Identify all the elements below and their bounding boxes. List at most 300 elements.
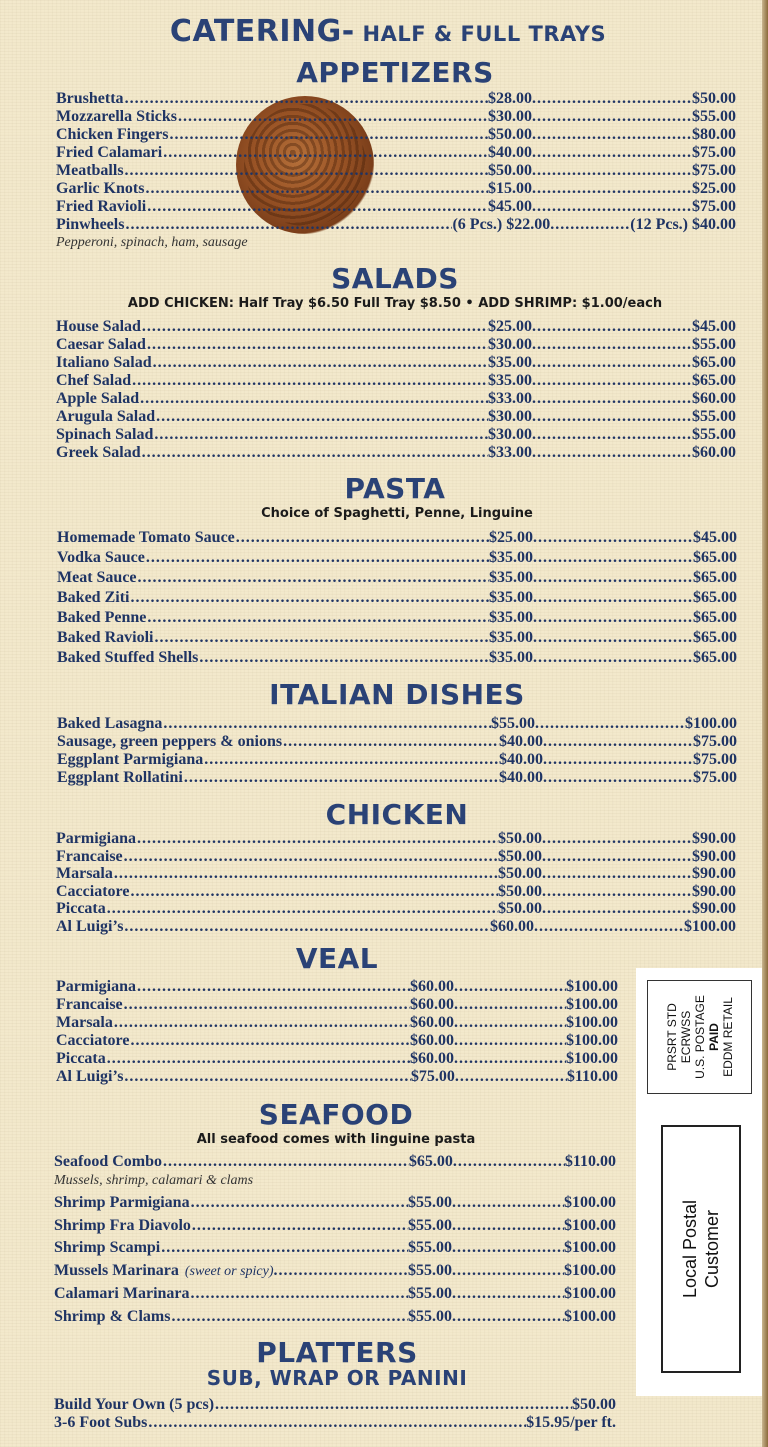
dot-leader xyxy=(124,1068,410,1086)
half-price: $50.00 xyxy=(488,162,532,179)
dot-leader xyxy=(542,883,692,901)
item-name: Greek Salad xyxy=(56,444,141,461)
half-price: $35.00 xyxy=(489,649,533,666)
half-price: $40.00 xyxy=(488,144,532,161)
dot-leader xyxy=(533,588,693,608)
dot-leader xyxy=(532,372,692,390)
pasta-choice-note: Choice of Spaghetti, Penne, Linguine xyxy=(261,506,533,521)
salads-list xyxy=(56,318,736,462)
full-price: $60.00 xyxy=(692,390,736,407)
catering-title-small: HALF & FULL TRAYS xyxy=(354,22,607,46)
full-price: (12 Pcs.) $40.00 xyxy=(630,216,736,233)
permit-line: PAID xyxy=(706,1023,721,1051)
half-price: $30.00 xyxy=(488,336,532,353)
full-price: $100.00 xyxy=(566,996,618,1013)
dot-leader xyxy=(532,408,692,426)
dot-leader xyxy=(132,372,488,390)
full-price: $65.00 xyxy=(693,549,737,566)
item-name: Baked Ravioli xyxy=(57,629,154,646)
half-price: $40.00 xyxy=(499,769,543,786)
item-note: (sweet or spicy) xyxy=(184,1263,274,1279)
full-price: $75.00 xyxy=(692,144,736,161)
half-price: $35.00 xyxy=(489,589,533,606)
menu-row xyxy=(56,336,736,354)
dot-leader xyxy=(452,1215,564,1238)
dot-leader xyxy=(184,769,499,787)
dot-leader xyxy=(147,198,488,216)
dot-leader xyxy=(532,162,692,180)
dot-leader xyxy=(114,1014,410,1032)
full-price: $100.00 xyxy=(564,1194,616,1211)
item-name: Garlic Knots xyxy=(56,180,145,197)
postage-permit-box xyxy=(647,980,752,1094)
dot-leader xyxy=(156,408,488,426)
dot-leader xyxy=(169,126,488,144)
address-box xyxy=(661,1125,741,1373)
postal-indicia-panel xyxy=(636,968,766,1396)
menu-row xyxy=(56,865,736,883)
dot-leader xyxy=(533,548,693,568)
menu-row xyxy=(54,1414,616,1432)
half-price: $60.00 xyxy=(490,917,534,935)
dot-leader xyxy=(454,1032,566,1050)
dot-leader xyxy=(454,1050,566,1068)
half-price: $55.00 xyxy=(408,1194,452,1211)
menu-row xyxy=(57,715,737,733)
italian-dishes-list xyxy=(57,715,737,787)
menu-row xyxy=(56,90,736,108)
dot-leader xyxy=(114,865,498,883)
item-name: Fried Ravioli xyxy=(56,198,147,215)
dot-leader xyxy=(455,1068,567,1086)
item-name: Arugula Salad xyxy=(56,408,156,425)
dot-leader xyxy=(137,830,498,848)
half-price: $50.00 xyxy=(498,882,542,900)
half-price: $60.00 xyxy=(410,978,454,995)
item-name: Piccata xyxy=(56,900,106,918)
item-name: Shrimp & Clams xyxy=(54,1307,171,1325)
menu-row xyxy=(54,1260,616,1284)
dot-leader xyxy=(532,444,692,462)
dot-leader xyxy=(543,769,693,787)
item-name: Eggplant Rollatini xyxy=(57,769,183,786)
dot-leader xyxy=(124,918,490,936)
dot-leader xyxy=(171,1306,408,1329)
menu-row xyxy=(56,108,736,126)
dot-leader xyxy=(543,751,693,769)
menu-row xyxy=(56,883,736,901)
menu-row xyxy=(54,1283,616,1306)
dot-leader xyxy=(452,1260,564,1283)
dot-leader xyxy=(283,733,499,751)
menu-row xyxy=(56,978,618,996)
half-price: $35.00 xyxy=(489,549,533,566)
full-price: $65.00 xyxy=(693,649,737,666)
dot-leader xyxy=(532,126,692,144)
menu-row xyxy=(56,1068,618,1086)
item-name: Al Luigi’s xyxy=(56,1068,124,1085)
full-price: $75.00 xyxy=(693,733,737,750)
catering-title xyxy=(0,14,768,49)
platters-subheading: SUB, WRAP OR PANINI xyxy=(206,1366,468,1390)
half-price: $30.00 xyxy=(488,408,532,425)
half-price: $15.00 xyxy=(488,180,532,197)
address-text xyxy=(679,1200,723,1298)
full-price: $75.00 xyxy=(693,751,737,768)
seafood-list xyxy=(54,1152,616,1328)
full-price: $80.00 xyxy=(692,126,736,143)
postage-permit-text xyxy=(665,995,735,1079)
dot-leader xyxy=(107,1050,410,1068)
menu-row xyxy=(56,318,736,336)
full-price: $45.00 xyxy=(693,529,737,546)
dot-leader xyxy=(124,996,410,1014)
menu-row xyxy=(54,1192,616,1215)
half-price: $50.00 xyxy=(498,900,542,918)
full-price: $75.00 xyxy=(693,769,737,786)
menu-row xyxy=(56,848,736,866)
menu-row xyxy=(56,1050,618,1068)
full-price: $65.00 xyxy=(693,589,737,606)
dot-leader xyxy=(542,830,692,848)
item-name: Brushetta xyxy=(56,90,124,107)
dot-leader xyxy=(533,608,693,628)
item-name: Baked Stuffed Shells xyxy=(57,649,199,666)
half-price: $65.00 xyxy=(408,1153,453,1170)
platters-list xyxy=(54,1396,616,1432)
menu-row xyxy=(56,1014,618,1032)
full-price: $55.00 xyxy=(692,426,736,443)
full-price: $65.00 xyxy=(692,372,736,389)
item-name: Al Luigi’s xyxy=(56,917,124,935)
half-price: $28.00 xyxy=(488,90,532,107)
half-price: $35.00 xyxy=(489,629,533,646)
dot-leader xyxy=(125,162,488,180)
dot-leader xyxy=(192,1215,408,1238)
dot-leader xyxy=(452,1237,564,1260)
item-name: Fried Calamari xyxy=(56,144,163,161)
dot-leader xyxy=(454,996,566,1014)
address-line: Customer xyxy=(702,1209,722,1289)
full-price: $55.00 xyxy=(692,408,736,425)
item-name: Meatballs xyxy=(56,162,124,179)
address-line: Local Postal xyxy=(680,1199,700,1299)
dot-leader xyxy=(534,918,684,936)
dot-leader xyxy=(161,1237,408,1260)
full-price: $65.00 xyxy=(693,629,737,646)
dot-leader xyxy=(142,444,488,462)
dot-leader xyxy=(452,1306,564,1329)
permit-line: EDDM RETAIL xyxy=(720,997,735,1077)
dot-leader xyxy=(453,1152,565,1172)
half-price: $55.00 xyxy=(408,1261,452,1279)
item-name: Sausage, green peppers & onions xyxy=(57,733,283,750)
dot-leader xyxy=(452,1192,564,1215)
item-name: 3-6 Foot Subs xyxy=(54,1414,148,1431)
menu-row xyxy=(56,426,736,444)
dot-leader xyxy=(236,528,489,548)
menu-row xyxy=(56,372,736,390)
item-name: Chef Salad xyxy=(56,372,132,389)
menu-row xyxy=(56,180,736,198)
salads-heading: SALADS xyxy=(331,262,459,295)
menu-row xyxy=(56,900,736,918)
dot-leader xyxy=(178,108,488,126)
item-name: Baked Ziti xyxy=(57,589,130,606)
dot-leader xyxy=(125,90,488,108)
full-price: $100.00 xyxy=(566,978,618,995)
half-price: $40.00 xyxy=(499,733,543,750)
full-price: $100.00 xyxy=(685,715,737,732)
menu-row xyxy=(54,1237,616,1260)
item-name: Marsala xyxy=(56,865,113,883)
item-name: Cacciatore xyxy=(56,1032,130,1049)
item-name: Italiano Salad xyxy=(56,354,152,371)
half-price: $55.00 xyxy=(408,1216,452,1234)
half-price: $60.00 xyxy=(410,1050,454,1067)
appetizers-list xyxy=(56,90,736,252)
half-price: $60.00 xyxy=(410,1032,454,1049)
menu-row xyxy=(56,830,736,848)
item-name: Francaise xyxy=(56,996,123,1013)
item-name: Shrimp Scampi xyxy=(54,1239,161,1256)
item-name: Shrimp Parmigiana xyxy=(54,1194,190,1211)
menu-row xyxy=(54,1396,616,1414)
dot-leader xyxy=(130,1032,410,1050)
full-price: $25.00 xyxy=(692,180,736,197)
menu-row xyxy=(56,198,736,216)
dot-leader xyxy=(542,848,692,866)
full-price: $110.00 xyxy=(566,1068,618,1085)
full-price: $90.00 xyxy=(692,865,736,883)
dot-leader xyxy=(532,198,692,216)
menu-row xyxy=(56,144,736,162)
veal-list xyxy=(56,978,618,1086)
half-price: $60.00 xyxy=(410,1014,454,1031)
item-name: Vodka Sauce xyxy=(57,549,145,566)
item-name: Baked Penne xyxy=(57,609,147,626)
full-price: $90.00 xyxy=(692,830,736,847)
dot-leader xyxy=(533,528,693,548)
pasta-list xyxy=(57,528,737,668)
item-name: Apple Salad xyxy=(56,390,140,407)
half-price: (6 Pcs.) $22.00 xyxy=(452,216,551,233)
full-price: $55.00 xyxy=(692,108,736,125)
pasta-heading: PASTA xyxy=(344,472,446,505)
full-price: $100.00 xyxy=(566,1050,618,1067)
menu-row xyxy=(56,126,736,144)
dot-leader xyxy=(533,648,693,668)
menu-row xyxy=(56,162,736,180)
item-name: Chicken Fingers xyxy=(56,126,169,143)
price: $15.95/per ft. xyxy=(526,1414,616,1431)
dot-leader xyxy=(191,1192,408,1215)
full-price: $100.00 xyxy=(564,1239,616,1256)
half-price: $35.00 xyxy=(488,372,532,389)
dot-leader xyxy=(163,1152,409,1172)
dot-leader xyxy=(145,180,488,198)
item-name: Piccata xyxy=(56,1050,106,1067)
item-name: Parmigiana xyxy=(56,978,136,995)
full-price: $100.00 xyxy=(564,1285,616,1302)
menu-row xyxy=(57,548,737,568)
dot-leader xyxy=(532,318,692,336)
full-price: $100.00 xyxy=(684,917,736,935)
dot-leader xyxy=(154,628,489,648)
half-price: $45.00 xyxy=(488,198,532,215)
menu-row xyxy=(56,390,736,408)
dot-leader xyxy=(147,608,489,628)
menu-row xyxy=(57,648,737,668)
dot-leader xyxy=(550,216,630,234)
seafood-pasta-note: All seafood comes with linguine pasta xyxy=(196,1132,476,1147)
dot-leader xyxy=(532,354,692,372)
menu-row xyxy=(57,769,737,787)
seafood-combo-note: Mussels, shrimp, calamari & clams xyxy=(54,1173,254,1188)
item-name: House Salad xyxy=(56,318,141,335)
dot-leader xyxy=(532,426,692,444)
dot-leader xyxy=(454,978,566,996)
half-price: $33.00 xyxy=(488,390,532,407)
full-price: $50.00 xyxy=(692,90,736,107)
item-name: Meat Sauce xyxy=(57,569,137,586)
half-price: $55.00 xyxy=(491,715,535,732)
half-price: $50.00 xyxy=(498,865,542,883)
half-price: $75.00 xyxy=(410,1068,455,1085)
item-name: Parmigiana xyxy=(56,830,136,847)
half-price: $35.00 xyxy=(488,354,532,371)
menu-row xyxy=(57,608,737,628)
dot-leader xyxy=(130,588,489,608)
dot-leader xyxy=(532,90,692,108)
item-name: Pinwheels xyxy=(56,216,125,233)
dot-leader xyxy=(532,336,692,354)
dot-leader xyxy=(199,648,489,668)
salads-addon-note: ADD CHICKEN: Half Tray $6.50 Full Tray $8.50 • ADD SHRIMP: $1.00/each xyxy=(127,296,663,311)
dot-leader xyxy=(148,1414,526,1432)
dot-leader xyxy=(125,216,452,234)
full-price: $65.00 xyxy=(693,609,737,626)
dot-leader xyxy=(146,548,489,568)
full-price: $100.00 xyxy=(564,1261,616,1279)
item-name: Shrimp Fra Diavolo xyxy=(54,1216,191,1234)
full-price: $100.00 xyxy=(564,1307,616,1325)
dot-leader xyxy=(107,900,498,918)
half-price: $35.00 xyxy=(489,569,533,586)
half-price: $25.00 xyxy=(488,318,532,335)
item-name: Seafood Combo xyxy=(54,1153,163,1170)
dot-leader xyxy=(137,978,410,996)
menu-row xyxy=(54,1215,616,1238)
half-price: $50.00 xyxy=(498,847,542,865)
item-name: Mussels Marinara xyxy=(54,1261,179,1279)
full-price: $60.00 xyxy=(692,444,736,461)
half-price: $30.00 xyxy=(488,108,532,125)
dot-leader xyxy=(130,883,498,901)
full-price: $110.00 xyxy=(564,1153,616,1170)
dot-leader xyxy=(153,354,488,372)
full-price: $100.00 xyxy=(564,1216,616,1234)
dot-leader xyxy=(454,1014,566,1032)
dot-leader xyxy=(532,390,692,408)
menu-row xyxy=(56,354,736,372)
dot-leader xyxy=(533,628,693,648)
dot-leader xyxy=(191,1283,408,1306)
chicken-list xyxy=(56,830,736,936)
half-price: $35.00 xyxy=(489,609,533,626)
dot-leader xyxy=(532,108,692,126)
permit-line: U.S. POSTAGE xyxy=(692,995,707,1079)
dot-leader xyxy=(138,568,489,588)
dot-leader xyxy=(542,865,692,883)
half-price: $55.00 xyxy=(408,1285,452,1302)
item-name: Spinach Salad xyxy=(56,426,154,443)
menu-row xyxy=(56,444,736,462)
menu-row xyxy=(57,733,737,751)
half-price: $55.00 xyxy=(408,1307,452,1325)
dot-leader xyxy=(124,848,498,866)
seafood-heading: SEAFOOD xyxy=(258,1098,414,1131)
dot-leader xyxy=(532,180,692,198)
full-price: $90.00 xyxy=(692,847,736,865)
platters-heading: PLATTERS xyxy=(256,1336,418,1369)
veal-heading: VEAL xyxy=(295,942,379,975)
full-price: $100.00 xyxy=(566,1032,618,1049)
dot-leader xyxy=(452,1283,564,1306)
dot-leader xyxy=(215,1396,572,1414)
half-price: $60.00 xyxy=(410,996,454,1013)
dot-leader xyxy=(533,568,693,588)
full-price: $55.00 xyxy=(692,336,736,353)
item-name: Francaise xyxy=(56,847,123,865)
item-name: Mozzarella Sticks xyxy=(56,108,178,125)
page-edge xyxy=(762,0,768,1447)
item-name: Eggplant Parmigiana xyxy=(57,751,204,768)
half-price: $33.00 xyxy=(488,444,532,461)
menu-row xyxy=(57,628,737,648)
full-price: $45.00 xyxy=(692,318,736,335)
dot-leader xyxy=(142,318,488,336)
dot-leader xyxy=(542,900,692,918)
menu-row xyxy=(54,1306,616,1329)
menu-row xyxy=(56,996,618,1014)
pinwheels-note: Pepperoni, spinach, ham, sausage xyxy=(56,235,248,250)
menu-row xyxy=(57,568,737,588)
menu-row-pinwheels xyxy=(56,216,736,234)
italian-dishes-heading: ITALIAN DISHES xyxy=(269,678,525,711)
item-name: Calamari Marinara xyxy=(54,1285,190,1302)
chicken-heading: CHICKEN xyxy=(325,798,469,831)
full-price: $90.00 xyxy=(692,900,736,918)
full-price: $90.00 xyxy=(692,882,736,900)
catering-title-main: CATERING- xyxy=(169,14,355,49)
half-price: $40.00 xyxy=(499,751,543,768)
dot-leader xyxy=(204,751,499,769)
dot-leader xyxy=(535,715,685,733)
dot-leader xyxy=(532,144,692,162)
item-name: Build Your Own (5 pcs) xyxy=(54,1396,215,1413)
menu-row xyxy=(56,408,736,426)
menu-row xyxy=(56,1032,618,1050)
half-price: $25.00 xyxy=(489,529,533,546)
half-price: $50.00 xyxy=(498,830,542,847)
menu-row xyxy=(57,751,737,769)
full-price: $65.00 xyxy=(692,354,736,371)
item-name: Marsala xyxy=(56,1014,113,1031)
menu-row-seafood-combo xyxy=(54,1152,616,1172)
dot-leader xyxy=(543,733,693,751)
menu-row xyxy=(57,528,737,548)
